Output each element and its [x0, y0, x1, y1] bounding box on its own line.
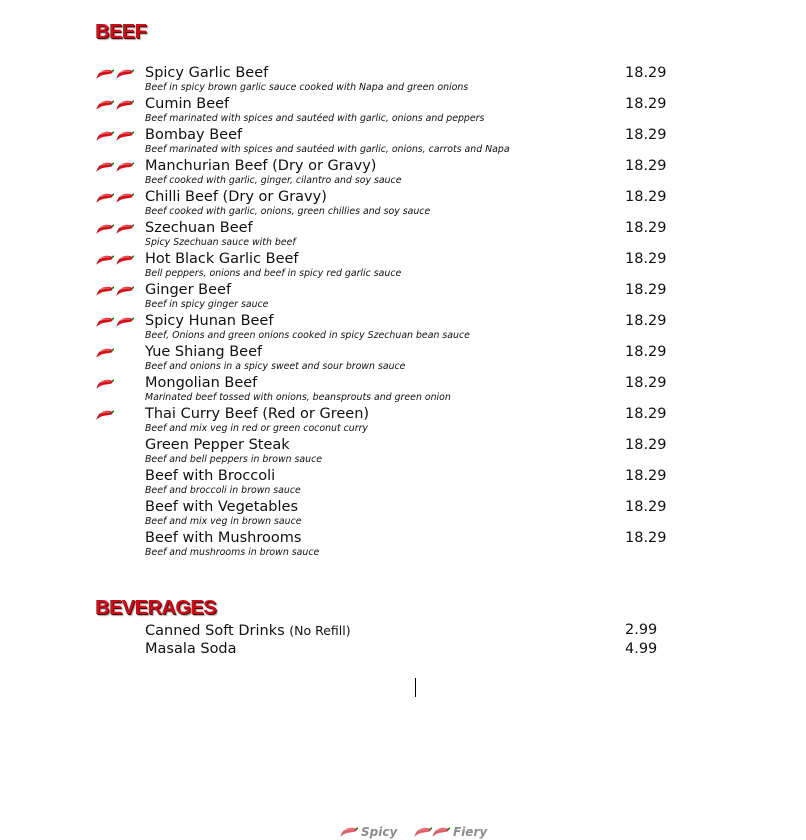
fiery-indicator: [96, 223, 136, 235]
menu-item-name: Manchurian Beef (Dry or Gravy): [145, 158, 377, 174]
chili-pepper-icon: [116, 285, 134, 297]
beverage-name: Canned Soft Drinks: [145, 623, 285, 639]
chili-pepper-icon: [96, 161, 114, 173]
chili-pepper-icon: [116, 68, 134, 80]
menu-item: [0, 220, 806, 251]
chili-pepper-icon: [96, 223, 114, 235]
menu-item: [0, 158, 806, 189]
menu-item: [0, 313, 806, 344]
fiery-indicator: [96, 161, 136, 173]
chili-pepper-icon: [96, 347, 114, 359]
menu-item-name: Yue Shiang Beef: [145, 344, 263, 360]
section-title-beef: BEEF: [95, 21, 147, 43]
section-title-beverages: BEVERAGES: [95, 597, 217, 619]
menu-item-description: Beef and onions in a spicy sweet and sour brown sauce: [145, 361, 406, 372]
menu-item-name: Chilli Beef (Dry or Gravy): [145, 189, 327, 205]
chili-pepper-icon: [96, 285, 114, 297]
menu-item-description: Beef in spicy ginger sauce: [145, 299, 269, 310]
menu-item: [0, 499, 806, 530]
chili-pepper-icon: [116, 99, 134, 111]
fiery-indicator: [96, 130, 136, 142]
chili-pepper-icon: [414, 826, 431, 838]
menu-item-name: Thai Curry Beef (Red or Green): [145, 406, 370, 422]
menu-item-price: 18.29: [625, 437, 667, 453]
beverage-item: [0, 622, 806, 641]
chili-pepper-icon: [96, 409, 114, 421]
menu-item: [0, 344, 806, 375]
menu-item-price: 18.29: [625, 313, 667, 329]
menu-item-name: Ginger Beef: [145, 282, 232, 298]
menu-item-description: Beef and mix veg in red or green coconut curry: [145, 423, 368, 434]
menu-item-name: Beef with Vegetables: [145, 499, 298, 515]
menu-item: [0, 96, 806, 127]
spicy-indicator: [96, 378, 116, 390]
menu-item: [0, 127, 806, 158]
spicy-indicator: [96, 409, 116, 421]
chili-pepper-icon: [116, 223, 134, 235]
fiery-indicator: [96, 99, 136, 111]
chili-pepper-icon: [116, 254, 134, 266]
fiery-indicator: [96, 285, 136, 297]
legend-fiery-label: Fiery: [453, 825, 488, 839]
menu-item-name: Spicy Garlic Beef: [145, 65, 269, 81]
beverage-item: [0, 641, 806, 660]
menu-item-name: Mongolian Beef: [145, 375, 258, 391]
chili-pepper-icon: [116, 316, 134, 328]
menu-item-name: Beef with Broccoli: [145, 468, 276, 484]
beverage-price: 4.99: [625, 641, 658, 657]
legend-spicy-label: Spicy: [361, 825, 398, 839]
fiery-indicator: [96, 316, 136, 328]
menu-item-price: 18.29: [625, 127, 667, 143]
spicy-indicator: [96, 347, 116, 359]
menu-item-price: 18.29: [625, 530, 667, 546]
beverage-note: (No Refill): [289, 623, 351, 638]
legend-spicy: [340, 824, 397, 840]
menu-item-description: Beef and broccoli in brown sauce: [145, 485, 301, 496]
chili-pepper-icon: [96, 99, 114, 111]
beverage-price: 2.99: [625, 622, 658, 638]
fiery-indicator: [96, 68, 136, 80]
menu-item-description: Beef cooked with garlic, ginger, cilantro and soy sauce: [145, 175, 402, 186]
menu-item-price: 18.29: [625, 375, 667, 391]
menu-item-price: 18.29: [625, 158, 667, 174]
menu-item: [0, 189, 806, 220]
menu-item: [0, 530, 806, 561]
menu-item-name: Cumin Beef: [145, 96, 230, 112]
chili-pepper-icon: [432, 826, 449, 838]
chili-pepper-icon: [116, 130, 134, 142]
menu-item: [0, 65, 806, 96]
chili-pepper-icon: [96, 68, 114, 80]
chili-pepper-icon: [116, 161, 134, 173]
chili-pepper-icon: [96, 130, 114, 142]
menu-item: [0, 468, 806, 499]
text-cursor: [415, 678, 416, 697]
beverage-name: Masala Soda: [145, 641, 237, 657]
menu-item-description: Beef in spicy brown garlic sauce cooked with Napa and green onions: [145, 82, 469, 93]
menu-item-description: Spicy Szechuan sauce with beef: [145, 237, 296, 248]
fiery-indicator: [96, 254, 136, 266]
chili-pepper-icon: [340, 826, 357, 838]
menu-item-price: 18.29: [625, 220, 667, 236]
legend-fiery: [414, 824, 487, 840]
menu-item-description: Bell peppers, onions and beef in spicy red garlic sauce: [145, 268, 402, 279]
menu-item-price: 18.29: [625, 344, 667, 360]
chili-pepper-icon: [96, 316, 114, 328]
menu-item: [0, 375, 806, 406]
chili-pepper-icon: [96, 192, 114, 204]
menu-item-price: 18.29: [625, 189, 667, 205]
beverage-name-line: [145, 622, 351, 640]
menu-item-description: Beef marinated with spices and sautéed with garlic, onions, carrots and Napa: [145, 144, 510, 155]
menu-item: [0, 282, 806, 313]
menu-item-price: 18.29: [625, 406, 667, 422]
menu-item: [0, 437, 806, 468]
menu-item-description: Beef marinated with spices and sautéed with garlic, onions and peppers: [145, 113, 485, 124]
menu-item-name: Szechuan Beef: [145, 220, 253, 236]
menu-item-price: 18.29: [625, 499, 667, 515]
menu-item-name: Hot Black Garlic Beef: [145, 251, 299, 267]
beverage-name-line: [145, 641, 237, 658]
menu-item-price: 18.29: [625, 251, 667, 267]
chili-pepper-icon: [96, 254, 114, 266]
menu-item: [0, 406, 806, 437]
chili-pepper-icon: [116, 192, 134, 204]
menu-item-description: Marinated beef tossed with onions, beansprouts and green onion: [145, 392, 451, 403]
menu-item-price: 18.29: [625, 282, 667, 298]
menu-item-description: Beef and mushrooms in brown sauce: [145, 547, 320, 558]
menu-item: [0, 251, 806, 282]
menu-item-description: Beef and mix veg in brown sauce: [145, 516, 302, 527]
menu-item-description: Beef cooked with garlic, onions, green chillies and soy sauce: [145, 206, 431, 217]
menu-item-name: Green Pepper Steak: [145, 437, 290, 453]
menu-item-description: Beef, Onions and green onions cooked in spicy Szechuan bean sauce: [145, 330, 470, 341]
fiery-indicator: [96, 192, 136, 204]
menu-item-price: 18.29: [625, 468, 667, 484]
menu-item-description: Beef and bell peppers in brown sauce: [145, 454, 323, 465]
menu-item-name: Spicy Hunan Beef: [145, 313, 274, 329]
chili-pepper-icon: [96, 378, 114, 390]
menu-item-price: 18.29: [625, 96, 667, 112]
menu-item-name: Bombay Beef: [145, 127, 243, 143]
menu-item-price: 18.29: [625, 65, 667, 81]
menu-item-name: Beef with Mushrooms: [145, 530, 302, 546]
